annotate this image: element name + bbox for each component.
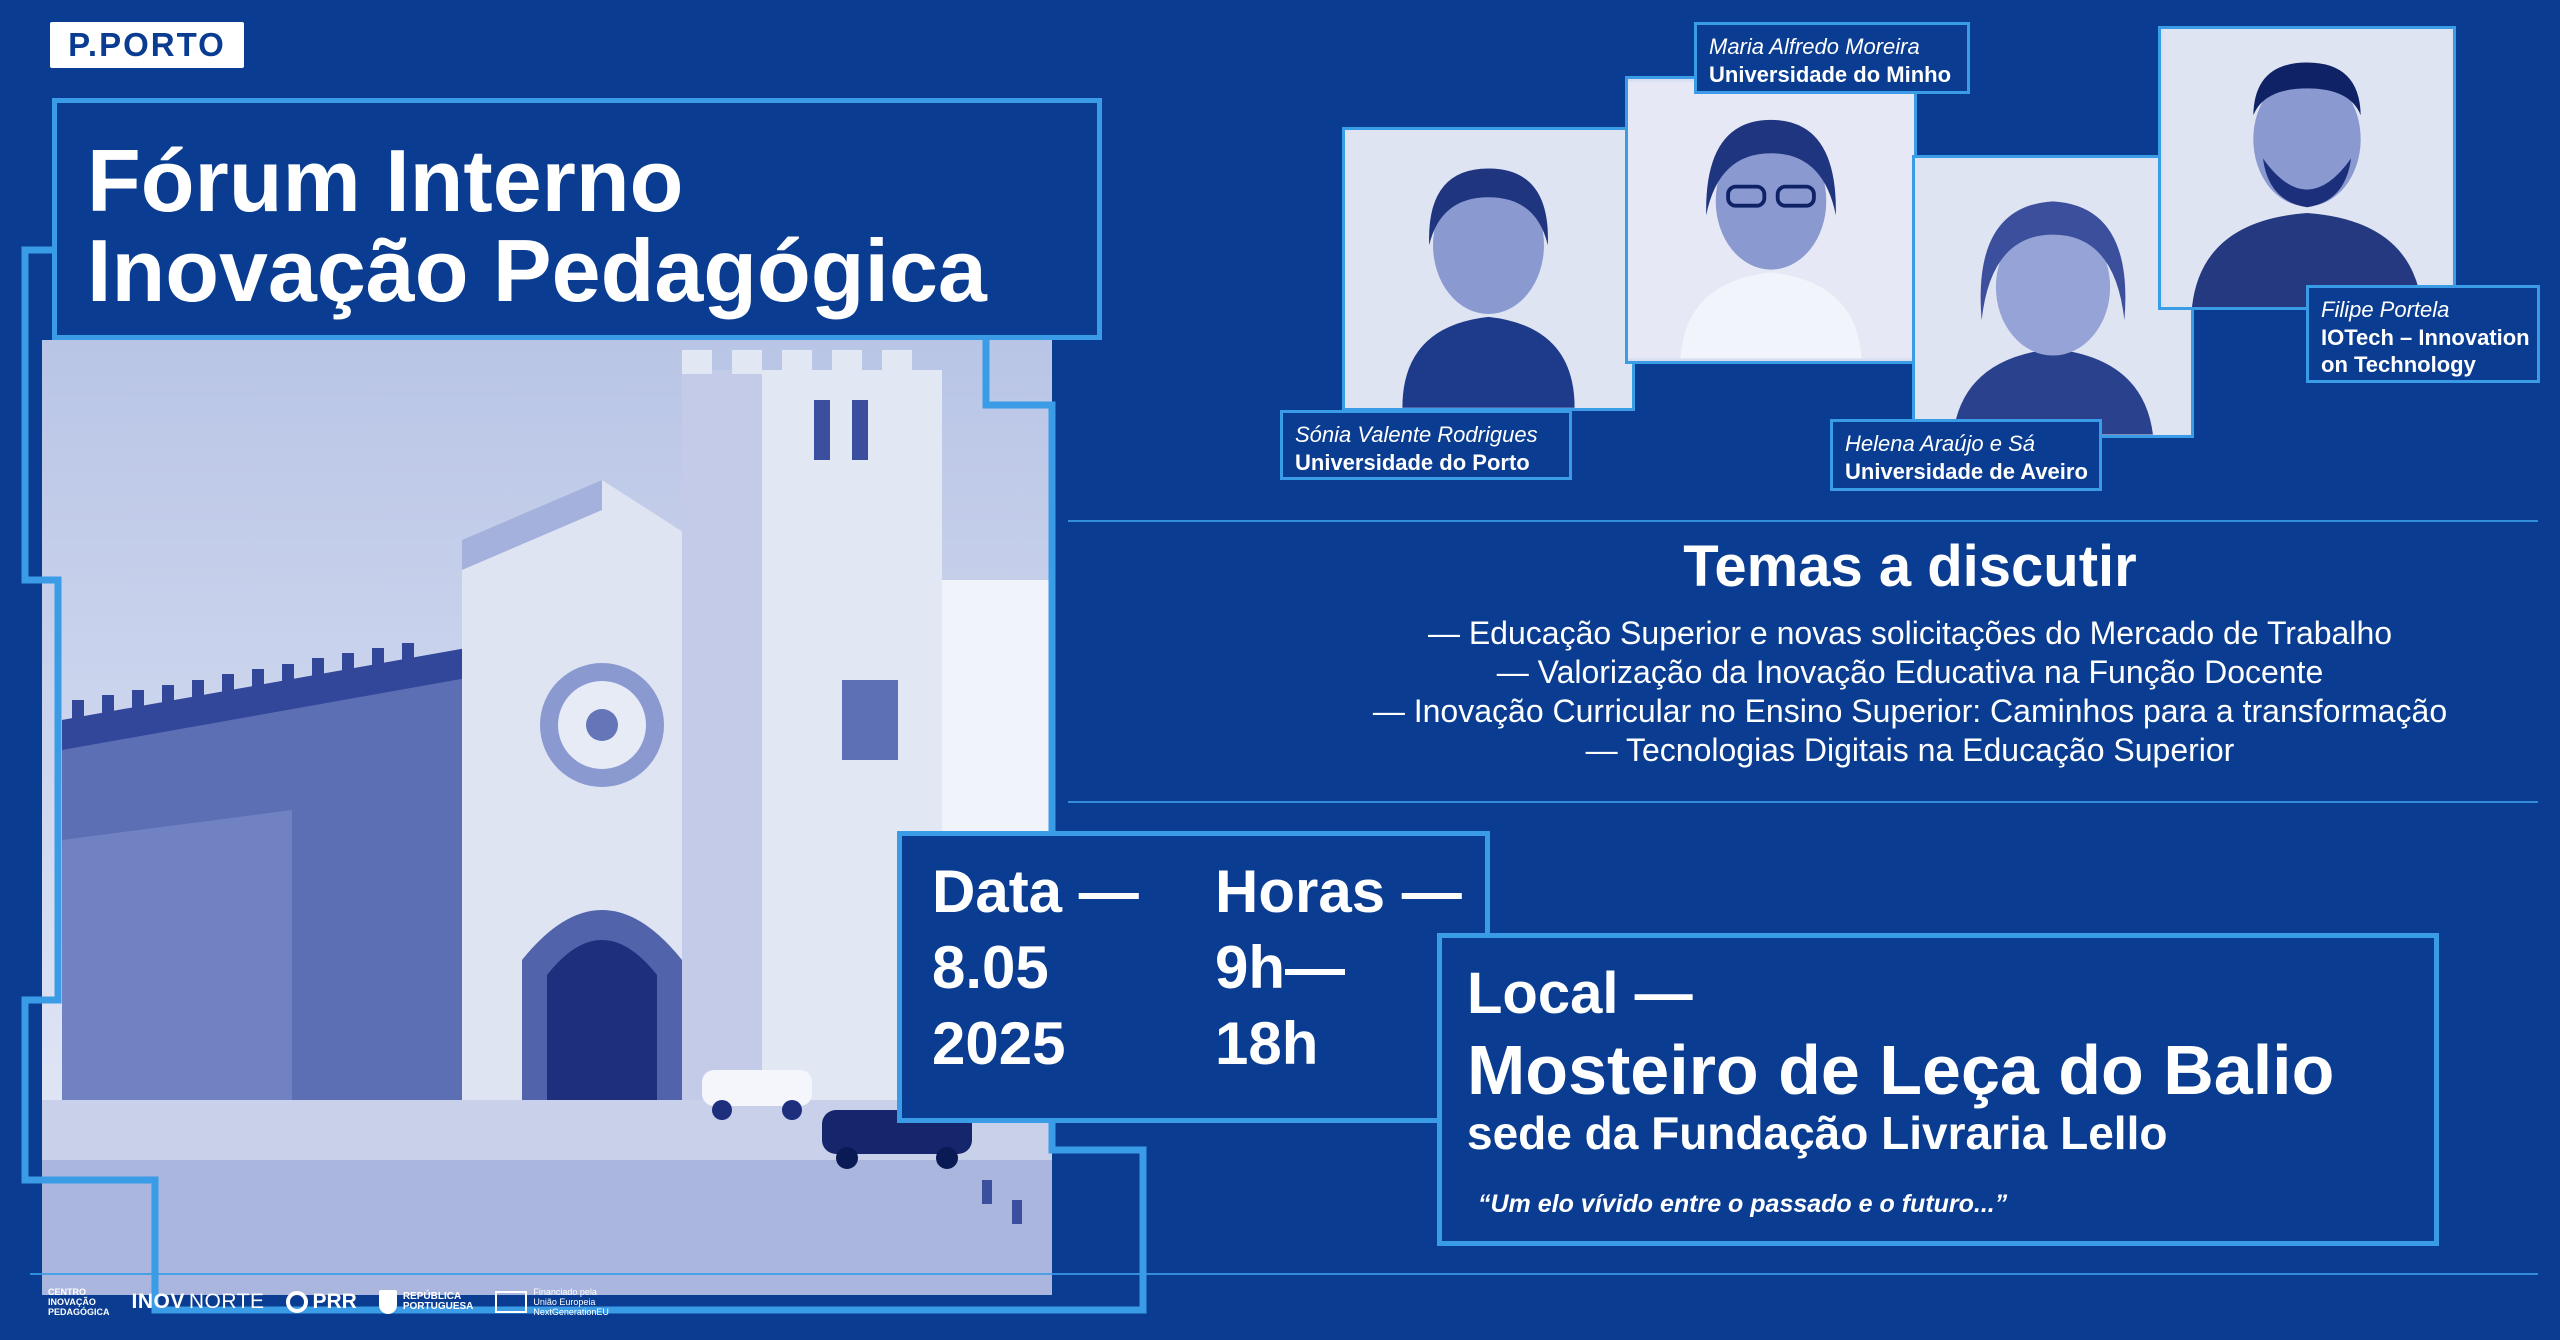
location-label: Local — [1467,961,1693,1026]
topic-item-4: — Tecnologias Digitais na Educação Superior [1585,732,2235,768]
eu-funding-logo [495,1287,609,1317]
speaker-name-3: Helena Araújo e Sá [1845,431,2035,456]
title-line-1: Fórum Interno [87,131,684,230]
eu-line-3: NextGenerationEU [533,1307,609,1317]
speaker-label-3 [1830,419,2102,491]
topic-item-1: — Educação Superior e novas solicitações do Mercado de Trabalho [1427,615,2393,651]
date-year: 2025 [932,1010,1066,1077]
speaker-name-1: Sónia Valente Rodrigues [1295,422,1538,447]
date-hours-box [897,831,1490,1123]
republica-portuguesa-logo [379,1290,474,1314]
location-quote: “Um elo vívido entre o passado e o futuro...” [1478,1190,2008,1218]
topics-list [1240,614,2560,770]
date-label: Data — [932,858,1139,925]
hours-end: 18h [1215,1010,1319,1077]
centro-inovacao-logo [48,1287,110,1317]
speaker-photo-4 [2158,26,2456,310]
topic-item-3: — Inovação Curricular no Ensino Superior: Caminhos para a transformação [1372,693,2448,729]
divider-top [1068,520,2538,522]
divider-middle [1068,801,2538,803]
hours-start: 9h— [1215,934,1346,1001]
pporto-logo: P.PORTO [50,22,244,68]
speaker-name-2: Maria Alfredo Moreira [1709,34,1920,59]
eu-line-2: União Europeia [533,1297,596,1307]
rep-line-1: REPÚBLICA [402,1291,462,1302]
speaker-label-4 [2306,285,2540,383]
location-box [1437,933,2439,1246]
prr-circle-icon [286,1291,308,1313]
cip-line-2: INOVAÇÃO [48,1297,96,1307]
prr-text: PRR [312,1290,357,1313]
speaker-name-4: Filipe Portela [2321,297,2450,322]
speaker-institution-4-line-1: IOTech – Innovation [2321,324,2530,350]
cip-line-1: CENTRO [48,1287,86,1297]
speaker-photo-3 [1912,155,2194,438]
speaker-photo-1 [1342,127,1635,411]
speaker-label-2 [1694,22,1970,94]
topic-item-2: — Valorização da Inovação Educativa na Função Docente [1496,654,2324,690]
topics-heading [1060,533,2560,600]
speaker-institution-2: Universidade do Minho [1709,61,1952,87]
inov-norte-logo [132,1290,265,1314]
sponsor-logos [48,1282,609,1322]
inov-text: INOV [131,1290,185,1313]
date-day: 8.05 [932,934,1049,1001]
hours-label: Horas — [1215,858,1462,925]
title-box [52,98,1102,340]
prr-logo [286,1290,356,1314]
speaker-institution-3: Universidade de Aveiro [1845,458,2088,484]
monastery-photo [42,340,1052,1295]
rep-line-2: PORTUGUESA [402,1301,474,1312]
cip-line-3: PEDAGÓGICA [48,1307,110,1317]
topics-heading-text: Temas a discutir [1683,534,2137,599]
divider-bottom [30,1273,2538,1275]
eu-flag-icon [495,1291,527,1313]
republica-shield-icon [379,1290,397,1314]
speaker-institution-1: Universidade do Porto [1295,449,1530,475]
norte-text: NORTE [188,1290,265,1313]
eu-line-1: Financiado pela [533,1287,597,1297]
title-line-2: Inovação Pedagógica [87,221,987,320]
speaker-label-1 [1280,410,1572,480]
location-subtitle: sede da Fundação Livraria Lello [1467,1107,2168,1159]
speaker-photo-2 [1625,76,1917,364]
location-name: Mosteiro de Leça do Balio [1467,1031,2335,1109]
speaker-institution-4-line-2: on Technology [2321,352,2476,377]
